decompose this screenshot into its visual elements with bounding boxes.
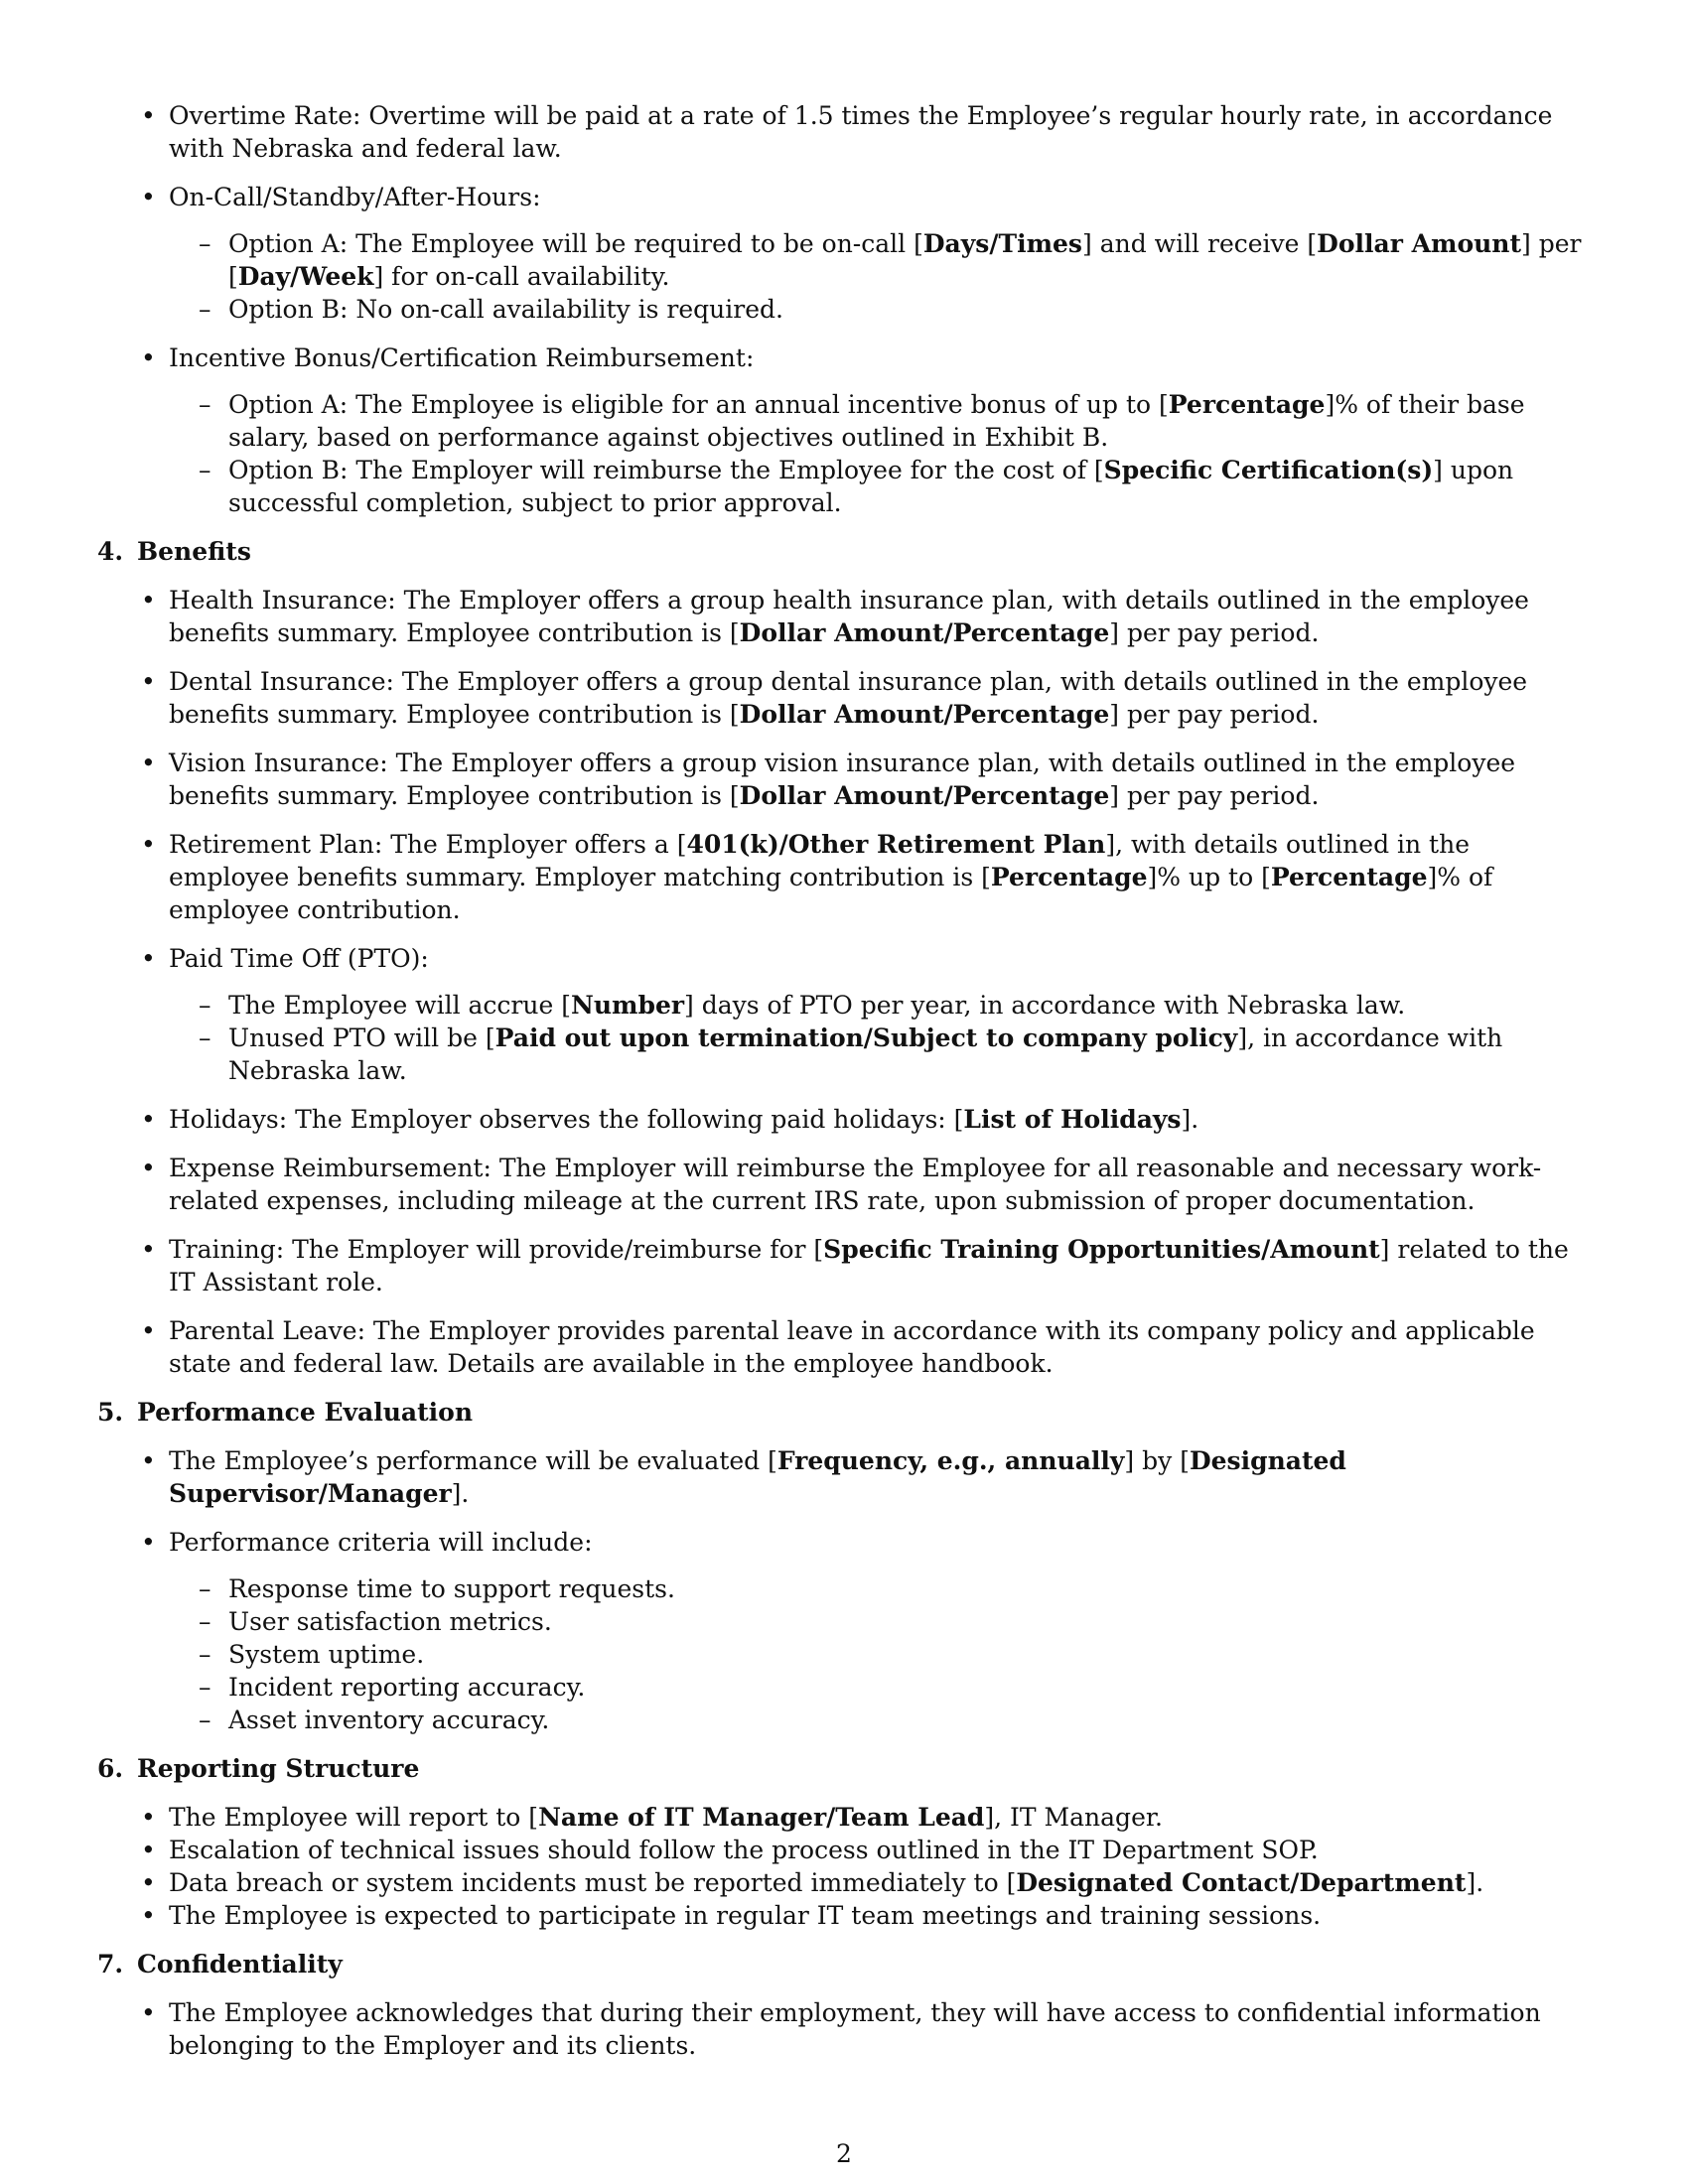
incentive-option-a: – Option A: The Employee is eligible for an annual incentive bonus of up to [Percentage]% of their base salary, based on performance against objectives outlined in Exhibit B. bbox=[97, 388, 1589, 454]
incentive-option-b: – Option B: The Employer will reimburse the Employee for the cost of [Specific Certification(s)] upon successful completion, subject to prior approval. bbox=[97, 454, 1589, 519]
escalation-item: • Escalation of technical issues should follow the process outlined in the IT Department SOP. bbox=[97, 1834, 1589, 1866]
oncall-item: • On-Call/Standby/After-Hours: bbox=[97, 181, 1589, 213]
section-heading-reporting: 6. Reporting Structure bbox=[97, 1754, 420, 1783]
criteria-item: – Incident reporting accuracy. bbox=[97, 1671, 1589, 1704]
incentive-item: • Incentive Bonus/Certification Reimbursement: bbox=[97, 341, 1589, 374]
pto-unused: – Unused PTO will be [Paid out upon termination/Subject to company policy], in accordance with Nebraska law. bbox=[97, 1022, 1589, 1087]
pto-item: • Paid Time Off (PTO): bbox=[97, 942, 1589, 975]
team-meetings-item: • The Employee is expected to participate in regular IT team meetings and training sessions. bbox=[97, 1899, 1589, 1932]
health-insurance-item: • Health Insurance: The Employer offers a group health insurance plan, with details outlined in the employee benefits summary. Employee contribution is [Dollar Amount/Percentage] per pay period. bbox=[97, 584, 1589, 649]
overtime-rate-item: • Overtime Rate: Overtime will be paid at a rate of 1.5 times the Employee’s regular hourly rate, in accordance with Nebraska and federal law. bbox=[97, 99, 1589, 165]
page-number: 2 bbox=[836, 2139, 852, 2168]
criteria-item: – User satisfaction metrics. bbox=[97, 1605, 1589, 1638]
oncall-option-a: – Option A: The Employee will be required to be on-call [Days/Times] and will receive [Dollar Amount] per [Day/Week] for on-call availability. bbox=[97, 227, 1589, 293]
dental-insurance-item: • Dental Insurance: The Employer offers a group dental insurance plan, with details outlined in the employee benefits summary. Employee contribution is [Dollar Amount/Percentage] per pay period. bbox=[97, 665, 1589, 731]
criteria-item: – Asset inventory accuracy. bbox=[97, 1704, 1589, 1736]
report-to-item: • The Employee will report to [Name of IT Manager/Team Lead], IT Manager. bbox=[97, 1801, 1589, 1834]
performance-criteria-item: • Performance criteria will include: bbox=[97, 1526, 1589, 1559]
confidential-access-item: • The Employee acknowledges that during their employment, they will have access to confidential information belonging to the Employer and its clients. bbox=[97, 1996, 1589, 2062]
holidays-item: • Holidays: The Employer observes the following paid holidays: [List of Holidays]. bbox=[97, 1103, 1589, 1136]
oncall-option-b: – Option B: No on-call availability is required. bbox=[97, 293, 1589, 326]
section-heading-performance: 5. Performance Evaluation bbox=[97, 1398, 474, 1427]
training-item: • Training: The Employer will provide/reimburse for [Specific Training Opportunities/Amount] related to the IT Assistant role. bbox=[97, 1233, 1589, 1298]
data-breach-item: • Data breach or system incidents must be reported immediately to [Designated Contact/Department]. bbox=[97, 1866, 1589, 1899]
retirement-plan-item: • Retirement Plan: The Employer offers a [401(k)/Other Retirement Plan], with details outlined in the employee benefits summary. Employer matching contribution is [Percentage]% up to [Percentage]% of employee contribution. bbox=[97, 828, 1589, 926]
vision-insurance-item: • Vision Insurance: The Employer offers a group vision insurance plan, with details outlined in the employee benefits summary. Employee contribution is [Dollar Amount/Percentage] per pay period. bbox=[97, 747, 1589, 812]
section-heading-benefits: 4. Benefits bbox=[97, 537, 251, 566]
criteria-item: – Response time to support requests. bbox=[97, 1572, 1589, 1605]
parental-leave-item: • Parental Leave: The Employer provides parental leave in accordance with its company policy and applicable state and federal law. Details are available in the employee handbook. bbox=[97, 1314, 1589, 1380]
criteria-item: – System uptime. bbox=[97, 1638, 1589, 1671]
section-heading-confidentiality: 7. Confidentiality bbox=[97, 1950, 343, 1979]
expense-reimbursement-item: • Expense Reimbursement: The Employer will reimburse the Employee for all reasonable and necessary work-related expenses, including mileage at the current IRS rate, upon submission of proper documentation. bbox=[97, 1152, 1589, 1217]
document-page bbox=[97, 99, 1589, 2062]
performance-evaluated-item: • The Employee’s performance will be evaluated [Frequency, e.g., annually] by [Designated Supervisor/Manager]. bbox=[97, 1444, 1589, 1510]
pto-accrual: – The Employee will accrue [Number] days of PTO per year, in accordance with Nebraska law. bbox=[97, 989, 1589, 1022]
